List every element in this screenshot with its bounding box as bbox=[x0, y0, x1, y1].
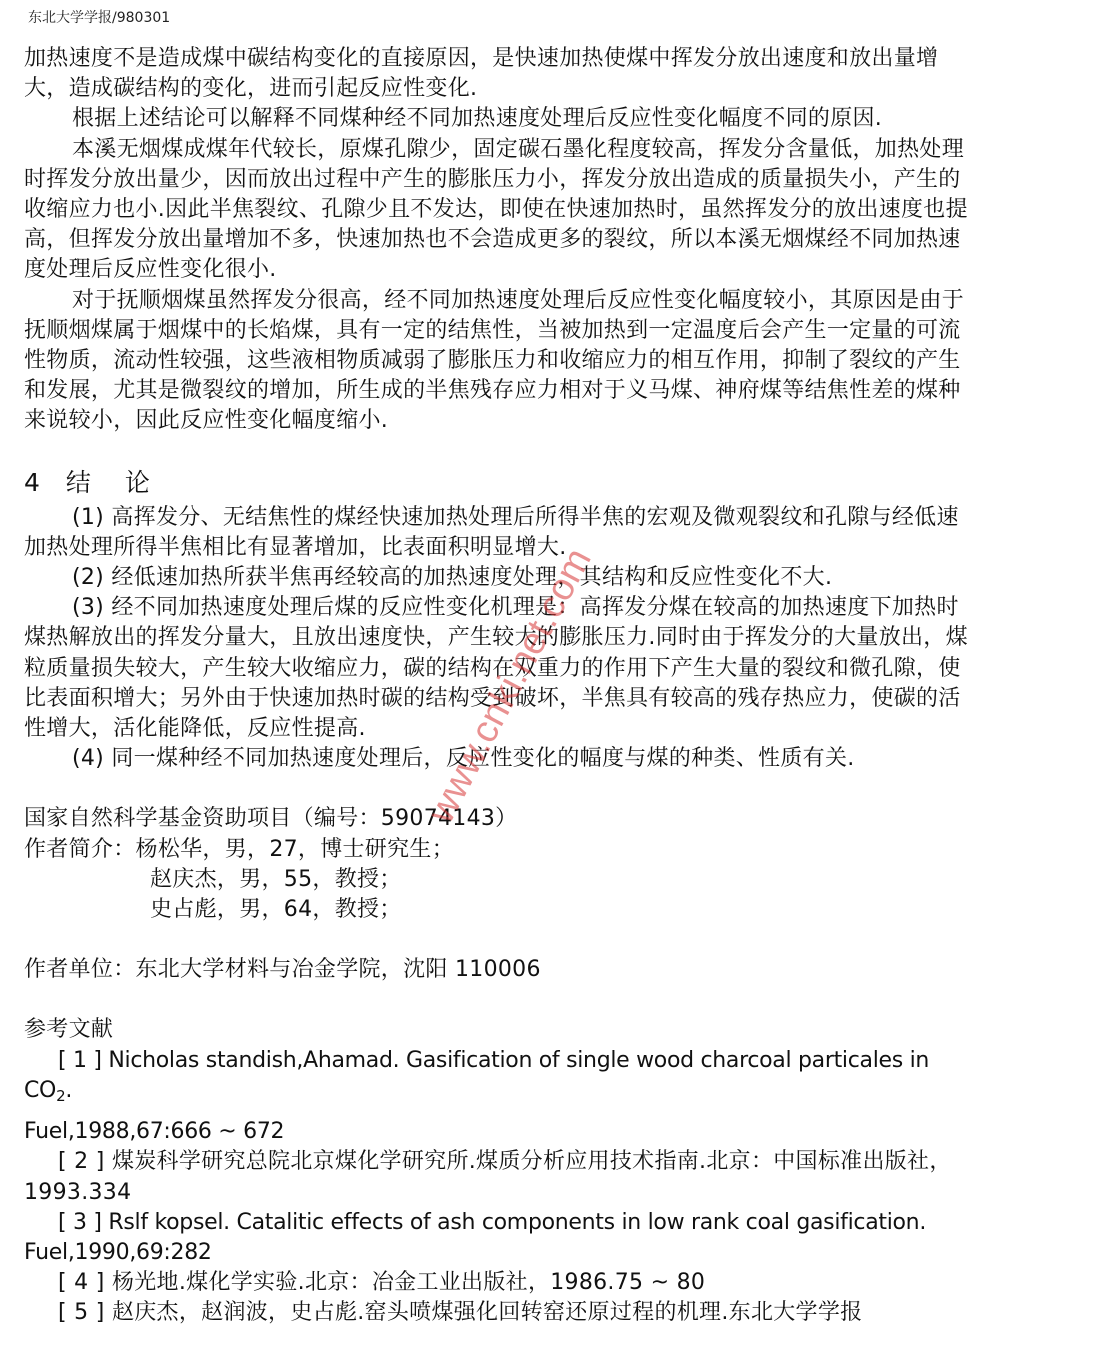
watermark: www.cnki.net.com bbox=[420, 541, 600, 830]
paragraph-1: 加热速度不是造成煤中碳结构变化的直接原因，是快速加热使煤中挥发分放出速度和放出量增大，造成碳结构的变化，进而引起反应性变化. bbox=[24, 46, 939, 102]
section-number: 4 bbox=[24, 467, 42, 497]
author-line-1: 杨松华，男，27，博士研究生； bbox=[135, 836, 455, 862]
journal-header: 东北大学学报/980301 bbox=[28, 10, 171, 26]
reference-tail: . bbox=[65, 1077, 73, 1103]
reference-3 bbox=[24, 1208, 974, 1238]
affiliation: 作者单位：东北大学材料与冶金学院，沈阳 110006 bbox=[24, 957, 541, 983]
author-label: 作者简介： bbox=[24, 836, 136, 862]
paragraph-4: 对于抚顺烟煤虽然挥发分很高，经不同加热速度处理后反应性变化幅度较小，其原因是由于抚顺烟煤属于烟煤中的长焰煤，具有一定的结焦性，当被加热到一定温度后会产生一定量的可流性物质，流动性较强，这些液相物质减弱了膨胀压力和收缩应力的相互作用，抑制了裂纹的产生和发展，尤其是微裂纹的增加，所生成的半焦残存应力相对于义马煤、神府煤等结焦性差的煤种来说较小，因此反应性变化幅度缩小. bbox=[24, 287, 965, 434]
reference-subscript: 2 bbox=[56, 1086, 66, 1105]
author-line-3: 史占彪，男，64，教授； bbox=[150, 897, 402, 923]
author-line-2: 赵庆杰，男，55，教授； bbox=[150, 866, 402, 892]
conclusion-1: (1) 高挥发分、无结焦性的煤经快速加热处理后所得半焦的宏观及微观裂纹和孔隙与经低速加热处理所得半焦相比有显著增加，比表面积明显增大. bbox=[24, 504, 959, 560]
paragraph-2: 根据上述结论可以解释不同煤种经不同加热速度处理后反应性变化幅度不同的原因. bbox=[72, 106, 883, 132]
section-title-a: 结 bbox=[65, 467, 93, 497]
reference-text: 煤炭科学研究总院北京煤化学研究所.煤质分析应用技术指南.北京：中国标准出版社，1993.334 bbox=[24, 1149, 952, 1205]
reference-text: 杨光地.煤化学实验.北京：冶金工业出版社，1986.75 ~ 80 bbox=[111, 1270, 706, 1296]
reference-2 bbox=[24, 1147, 974, 1207]
reference-1-cont: Fuel,1988,67:666 ~ 672 bbox=[24, 1119, 285, 1145]
funding-note: 国家自然科学基金资助项目（编号：59074143） bbox=[24, 806, 518, 832]
reference-text: Rslf kopsel. Catalitic effects of ash components in low rank coal gasification. bbox=[108, 1209, 927, 1235]
conclusion-2: (2) 经低速加热所获半焦再经较高的加热速度处理，其结构和反应性变化不大. bbox=[72, 565, 833, 591]
reference-tag: [ 4 ] bbox=[58, 1270, 105, 1296]
references-title: 参考文献 bbox=[24, 1017, 114, 1043]
paragraph-3: 本溪无烟煤成煤年代较长，原煤孔隙少，固定碳石墨化程度较高，挥发分含量低，加热处理时挥发分放出量少，因而放出过程中产生的膨胀压力小，挥发分放出造成的质量损失小，产生的收缩应力也小.因此半焦裂纹、孔隙少且不发达，即使在快速加热时，虽然挥发分的放出速度也提高，但挥发分放出量增加不多，快速加热也不会造成更多的裂纹，所以本溪无烟煤经不同加热速度处理后反应性变化很小. bbox=[24, 136, 968, 283]
reference-tag: [ 1 ] bbox=[58, 1047, 102, 1073]
section-title-b: 论 bbox=[124, 467, 152, 497]
watermark-wrapper bbox=[420, 541, 724, 853]
reference-tag: [ 5 ] bbox=[58, 1300, 105, 1326]
reference-text: 赵庆杰，赵润波，史占彪.窑头喷煤强化回转窑还原过程的机理.东北大学学报 bbox=[111, 1300, 863, 1326]
reference-4 bbox=[24, 1268, 974, 1298]
reference-tag: [ 3 ] bbox=[58, 1209, 102, 1235]
reference-tag: [ 2 ] bbox=[58, 1149, 105, 1175]
conclusion-3: (3) 经不同加热速度处理后煤的反应性变化机理是：高挥发分煤在较高的加热速度下加热时煤热解放出的挥发分量大，且放出速度快，产生较大的膨胀压力.同时由于挥发分的大量放出，煤粒质量损失较大，产生较大收缩应力，碳的结构在双重力的作用下产生大量的裂纹和微孔隙，使比表面积增大；另外由于快速加热时碳的结构受到破坏，半焦具有较高的残存热应力，使碳的活性增大，活化能降低，反应性提高. bbox=[24, 595, 968, 742]
reference-3-cont: Fuel,1990,69:282 bbox=[24, 1239, 212, 1265]
reference-text: Nicholas standish,Ahamad. Gasification of single wood charcoal particales in CO bbox=[24, 1047, 930, 1103]
reference-1 bbox=[24, 1046, 974, 1111]
reference-5 bbox=[24, 1298, 974, 1328]
conclusion-4: (4) 同一煤种经不同加热速度处理后，反应性变化的幅度与煤的种类、性质有关. bbox=[72, 746, 855, 772]
section-heading bbox=[24, 463, 974, 503]
